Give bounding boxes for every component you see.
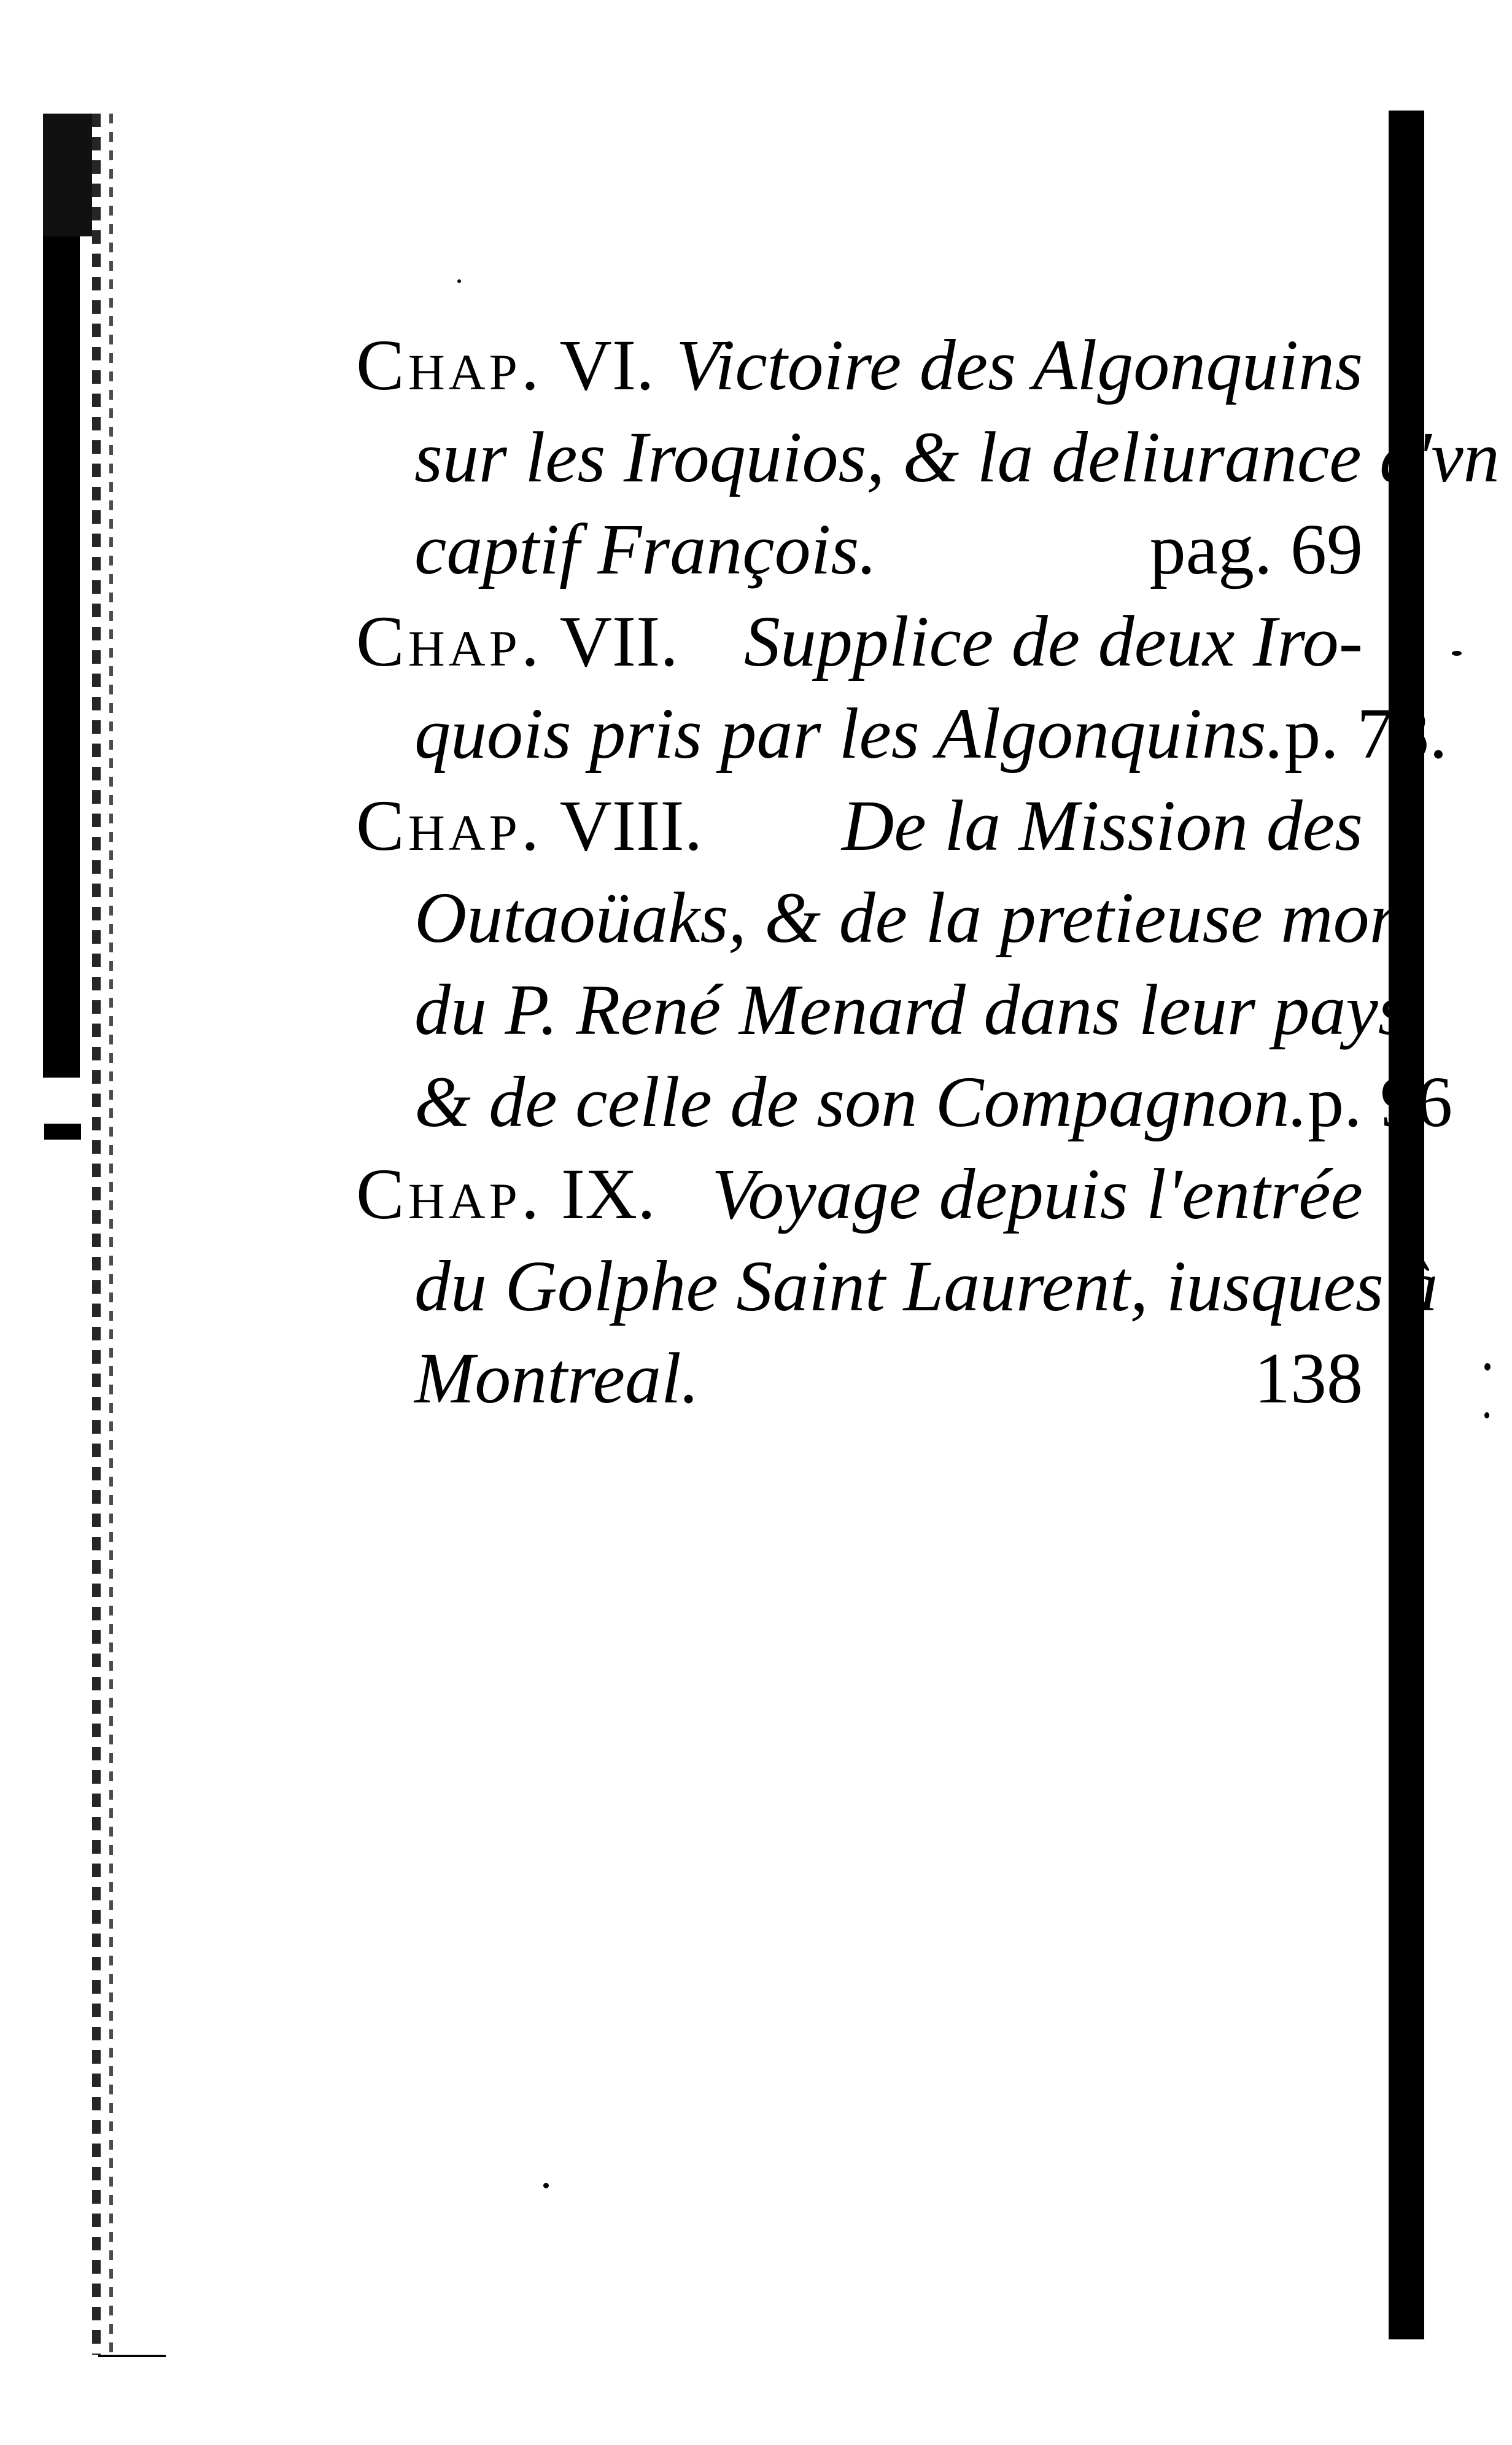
toc-entry-chap-vii — [356, 596, 1448, 780]
entry-heading — [356, 596, 678, 688]
chapter-label: Chap. — [356, 785, 543, 866]
page-reference: pag. 69 — [1149, 509, 1363, 589]
entry-title-line: du P. René Menard dans leur pays, — [414, 970, 1425, 1050]
chapter-label: Chap. — [356, 1154, 543, 1234]
entry-title-line: captif François. — [414, 509, 877, 589]
chapter-number: VI. — [559, 325, 654, 405]
toc-entry-chap-vi — [356, 319, 1500, 596]
entry-heading — [356, 1148, 656, 1240]
chapter-number: VII. — [559, 601, 678, 682]
entry-title-line: sur les Iroquios, & la deliurance d'vn — [414, 417, 1500, 497]
table-of-contents — [356, 319, 1500, 1425]
entry-title-line: Victoire des Algonquins — [676, 325, 1363, 405]
page-reference: 138 — [1254, 1338, 1363, 1418]
gutter-foot-rule — [98, 2355, 166, 2357]
chapter-label: Chap. — [356, 601, 543, 682]
entry-title-line: Voyage depuis l'entrée — [711, 1154, 1363, 1234]
paper-speck — [1452, 651, 1462, 656]
entry-title-line: & de celle de son Compagnon. — [414, 1062, 1308, 1142]
toc-entry-chap-ix — [356, 1148, 1438, 1425]
paper-speck — [1484, 1363, 1491, 1370]
entry-title-line: De la Mission des — [842, 785, 1363, 866]
chapter-number: IX. — [560, 1154, 656, 1234]
gutter-dashed-line — [92, 114, 101, 2355]
paper-speck — [1484, 1412, 1489, 1418]
chapter-label: Chap. — [356, 325, 543, 405]
gutter-strip-cap — [43, 114, 92, 236]
gutter-notch — [44, 1124, 81, 1140]
paper-speck — [543, 2183, 549, 2188]
entry-title-line: Montreal. — [414, 1338, 700, 1418]
toc-entry-chap-viii — [356, 780, 1453, 1148]
gutter-dark-strip — [43, 114, 80, 1078]
binding-gutter — [0, 0, 160, 2445]
entry-heading — [356, 780, 702, 872]
entry-title-line: Supplice de deux Iro- — [743, 601, 1363, 682]
entry-title-line: Outaoüaks, & de la pretieuse mort — [414, 877, 1418, 958]
chapter-number: VIII. — [559, 785, 703, 866]
gutter-dashed-line-secondary — [109, 114, 113, 2361]
entry-title-line: du Golphe Saint Laurent, iusques à — [414, 1246, 1438, 1326]
page-reference: p. 78. — [1284, 693, 1448, 774]
page-reference: p. 96 — [1308, 1062, 1453, 1142]
entry-heading — [356, 319, 654, 411]
entry-title-line: quois pris par les Algonquins. — [414, 693, 1285, 774]
paper-speck — [457, 279, 461, 283]
